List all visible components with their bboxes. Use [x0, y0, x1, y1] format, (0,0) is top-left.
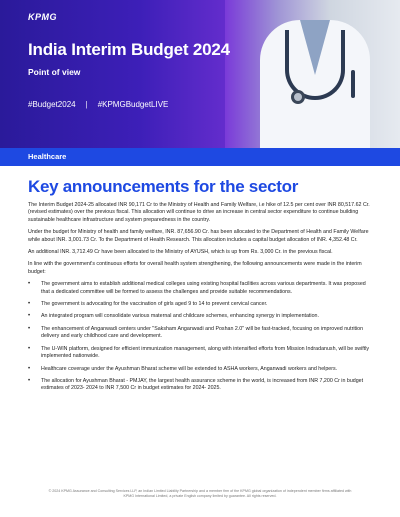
list-item-text: The allocation for Ayushman Bharat - PMJAY, the largest health assurance scheme in the world, is increased from INR 7,200 Cr in budget estimates of 2023- 2024 to INR 7,500 Cr in budget estimates for 2024- 2025. [41, 377, 364, 392]
bullet-icon: • [28, 365, 31, 372]
page-title: India Interim Budget 2024 [28, 40, 230, 59]
list-item-text: The government aims to establish additional medical colleges using existing hospital facilities across various departments. It was proposed that a dedicated committee will be formed to assess the challenges and provide suitable recommendations. [41, 281, 366, 295]
list-item-text: Healthcare coverage under the Ayushman Bharat scheme will be extended to ASHA workers, Anganwadi workers and helpers. [41, 365, 338, 372]
paragraph: An additional INR. 3,712.49 Cr have been allocated to the Ministry of AYUSH, which is up from Rs. 3,000 Cr. in the previous fiscal. [28, 249, 333, 256]
footer-line: © 2024 KPMG Assurance and Consulting Services LLP, an Indian Limited Liability Partnership and a member firm of the KPMG global organization of independent member firms affiliated with [48, 489, 352, 493]
page-subtitle: Point of view [28, 67, 81, 77]
bullet-icon: • [28, 345, 31, 352]
list-item [28, 366, 374, 373]
list-item-text: The U-WIN platform, designed for efficient immunization management, along with intensified efforts from Mission Indradanush, will be swiftly implemented nationwide. [41, 345, 370, 360]
paragraph: The Interim Budget 2024-25 allocated INR 90,171 Cr to the Ministry of Health and Family Welfare, i.e hike of 12.5 per cent over INR 80,517.62 Cr. (revised estimates) over the previous fiscal. This allocation will continue to drive an increase in central sector expenditure to continue building sustainable healthcare infrastructure and system preparedness in the country. [28, 202, 370, 223]
section-heading: Key announcements for the sector [28, 177, 299, 196]
bullet-icon: • [28, 301, 31, 308]
doctor-photo [225, 0, 400, 148]
bullet-icon: • [28, 325, 31, 332]
section-label: Healthcare [28, 152, 67, 161]
section-bar [0, 148, 400, 166]
list-item [28, 313, 374, 320]
footer-line: KPMG International Limited, a private English company limited by guarantee. All rights reserved. [123, 494, 277, 498]
hashtag-kpmg-live: #KPMGBudgetLIVE [97, 100, 169, 109]
paragraph: Under the budget for Ministry of health and family welfare, INR. 87,656.90 Cr. has been allocated to the Department of Health and Family Welfare while about INR. 3,001.73 Cr. To the Department of Health Research. This allocation includes a capital budget allocation of INR. 4,352.48 Cr. [28, 229, 369, 243]
hashtag-budget: #Budget2024 [28, 100, 76, 109]
list-item [28, 281, 374, 296]
hero-banner [0, 0, 400, 148]
announcement-list [28, 281, 374, 392]
list-item-text: The government is advocating for the vaccination of girls aged 9 to 14 to prevent cervical cancer. [41, 301, 268, 308]
list-item-text: The enhancement of Anganwadi centers under "Saksham Anganwadi and Poshan 2.0" will be fast-tracked, focusing on improved nutrition delivery and early childhood care and development. [41, 325, 364, 340]
bullet-icon: • [28, 313, 31, 320]
list-item [28, 326, 374, 341]
bullet-icon: • [28, 377, 31, 384]
main-content [28, 202, 374, 398]
copyright-footer [20, 489, 380, 499]
list-item [28, 346, 374, 361]
hashtag-separator: | [85, 100, 88, 109]
list-item [28, 301, 374, 308]
list-item [28, 378, 374, 393]
list-item-text: An integrated program will consolidate various maternal and childcare schemes, enhancing synergy in implementation. [41, 313, 319, 320]
stethoscope-icon [285, 30, 345, 100]
kpmg-logo: KPMG [28, 12, 57, 22]
stethoscope-head-icon [291, 90, 305, 104]
paragraph: In line with the government's continuous efforts for overall health system strengthening, the following announcements were made in the interim budget: [28, 261, 362, 275]
hashtag-row [28, 100, 168, 109]
bullet-icon: • [28, 281, 31, 288]
pen-icon [351, 70, 355, 98]
